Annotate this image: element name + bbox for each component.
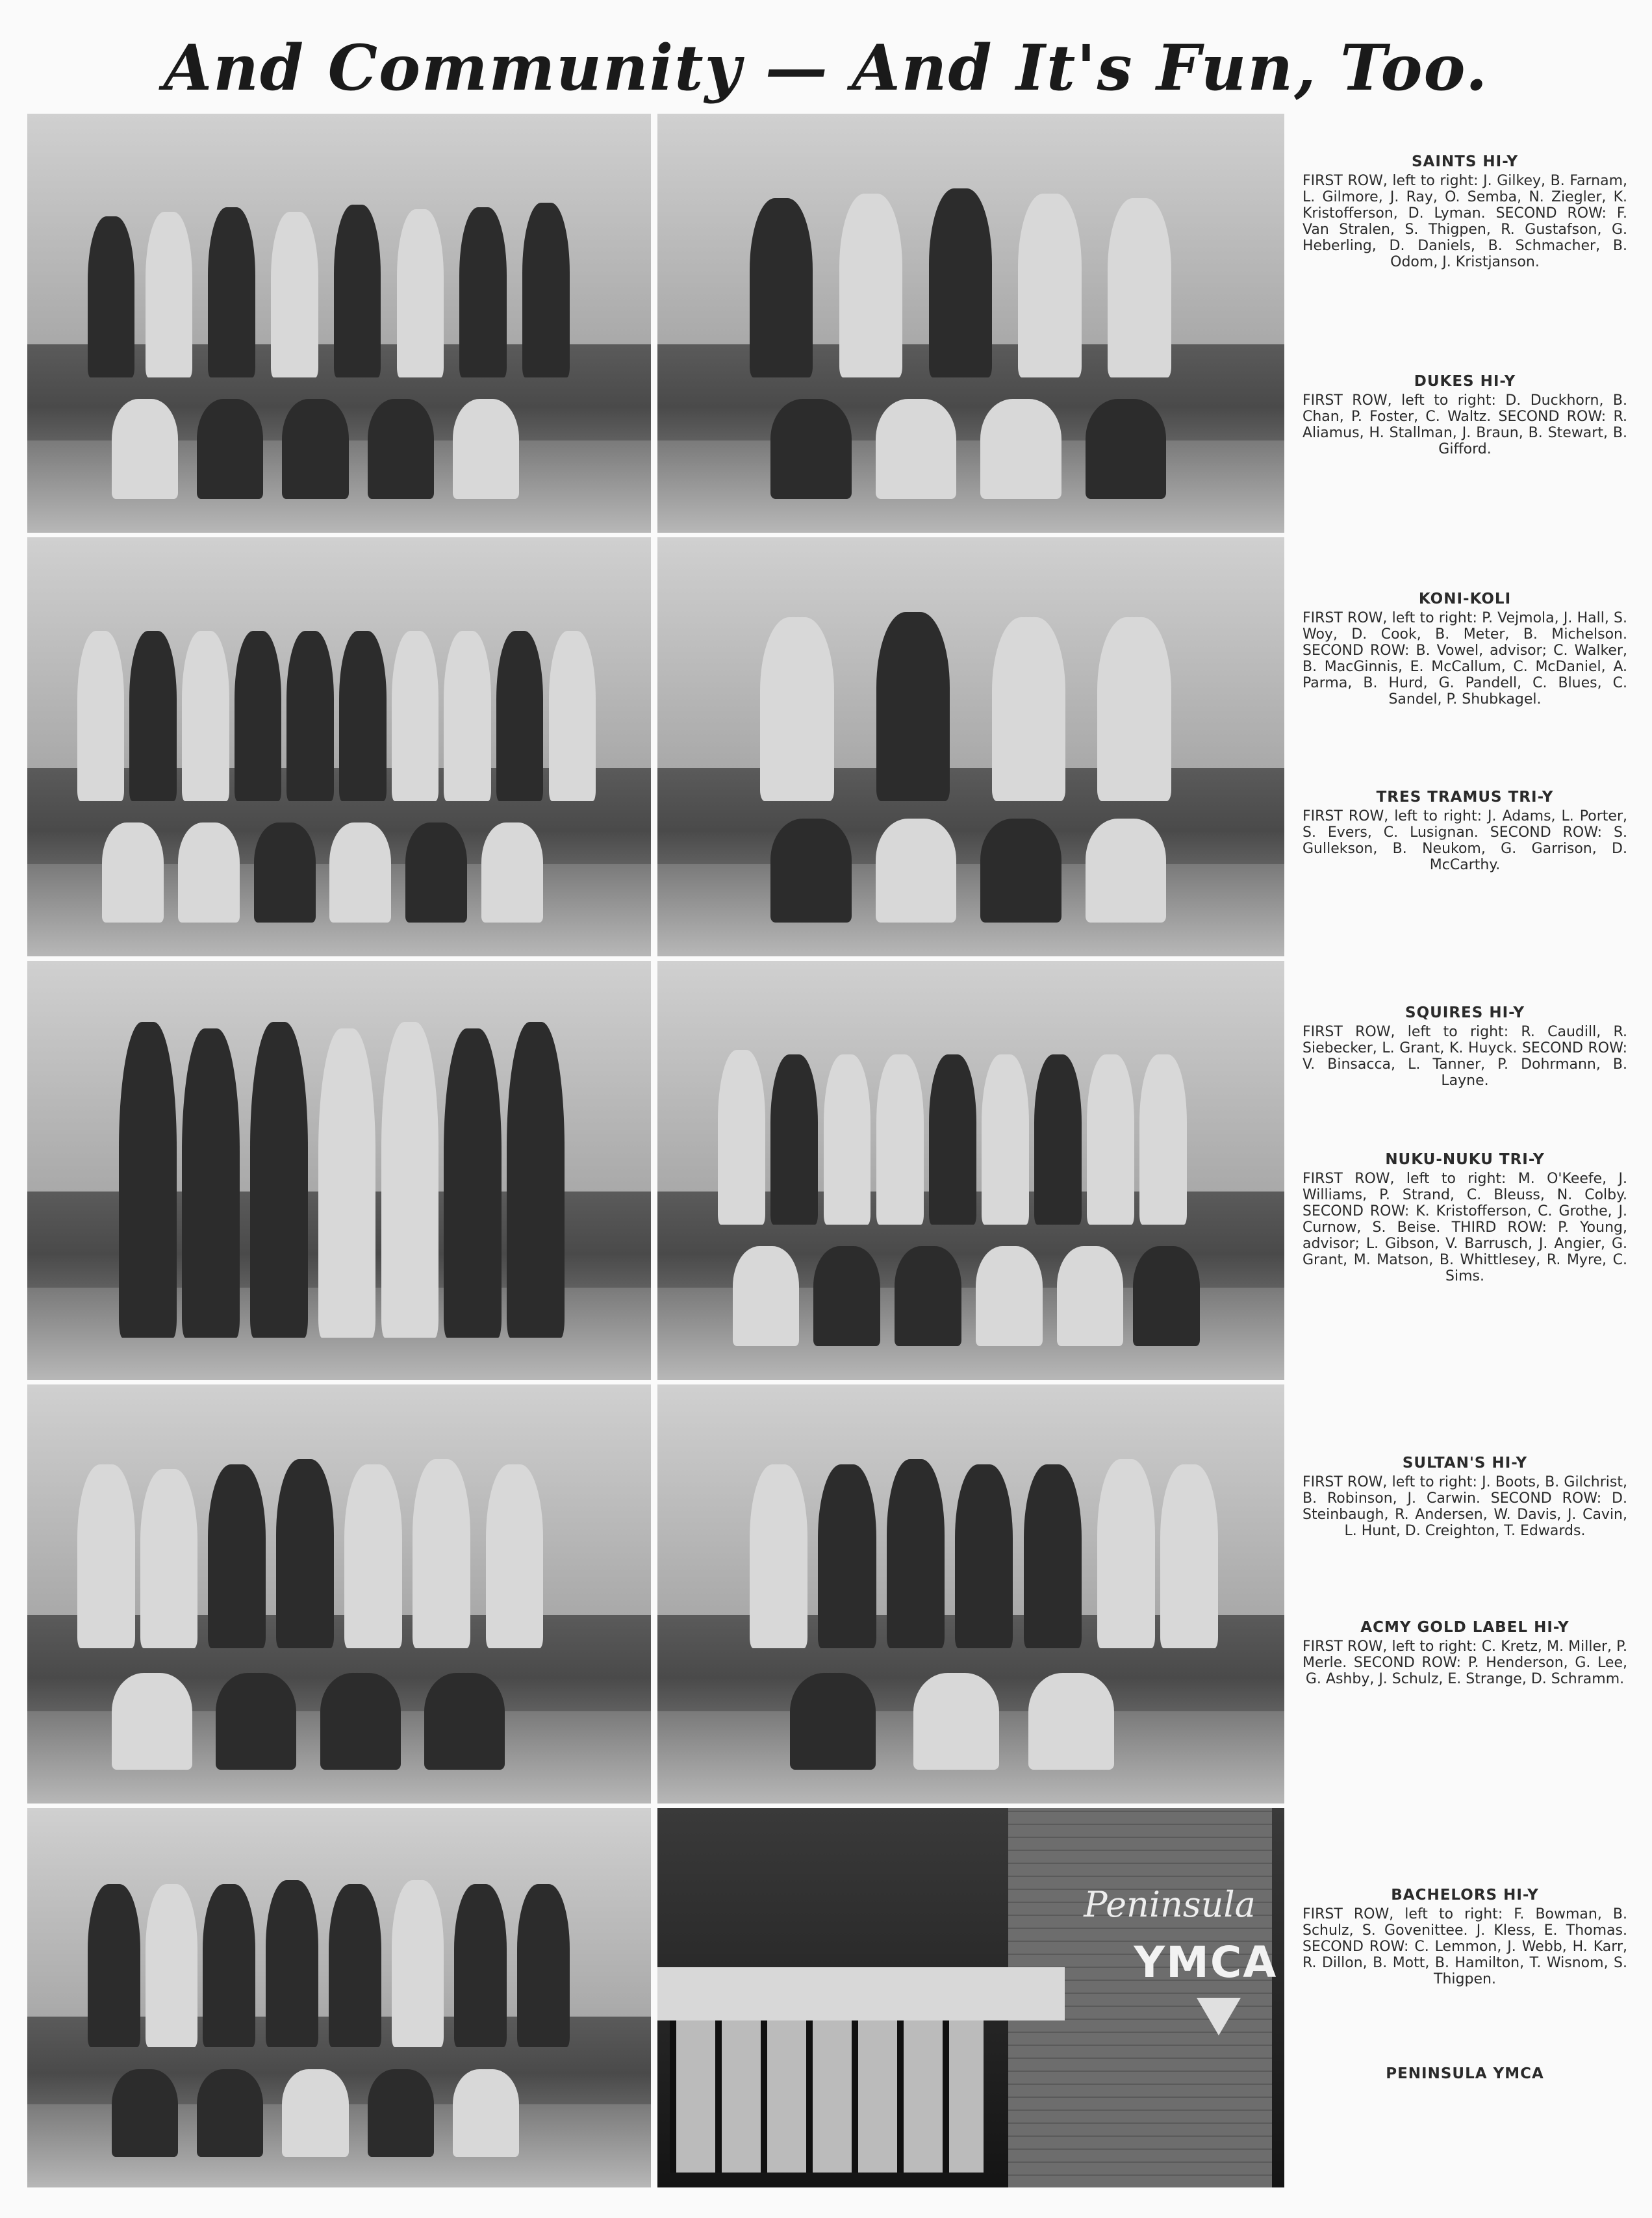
- captions-column: [1303, 114, 1627, 2193]
- caption-nuku-nuku-tri-y: [1303, 1152, 1627, 1284]
- caption-peninsula-ymca: [1303, 2066, 1627, 2085]
- ymca-triangle-icon: [1197, 1998, 1241, 2035]
- caption-koni-koli: [1303, 591, 1627, 707]
- caption-text: FIRST ROW, left to right: D. Duckhorn, B. Chan, P. Foster, C. Waltz. SECOND ROW: R. Aliamus, H. Stallman, J. Braun, B. Stewart, B. Gifford.: [1303, 392, 1627, 457]
- photo-nuku-nuku-tri-y: [657, 961, 1284, 1380]
- photo-grid: [27, 114, 1284, 2187]
- caption-text: FIRST ROW, left to right: C. Kretz, M. Miller, P. Merle. SECOND ROW: P. Henderson, G. Lee, G. Ashby, J. Schulz, E. Strange, D. Schramm.: [1303, 1638, 1627, 1687]
- photo-acmy-gold-label-hi-y: [657, 1384, 1284, 1804]
- caption-text: FIRST ROW, left to right: F. Bowman, B. Schulz, S. Govenittee. J. Kless, E. Thomas. SECOND ROW: C. Lemmon, J. Webb, H. Karr, R. Dillon, B. Mott, B. Hamilton, T. Wisnom, S. Thigpen.: [1303, 1906, 1627, 1987]
- caption-saints-hi-y: [1303, 154, 1627, 270]
- photo-peninsula-ymca-building: [657, 1808, 1284, 2187]
- caption-bachelors-hi-y: [1303, 1887, 1627, 1987]
- caption-title: DUKES HI-Y: [1414, 373, 1516, 390]
- caption-acmy-gold-label-hi-y: [1303, 1620, 1627, 1687]
- caption-tres-tramus-tri-y: [1303, 789, 1627, 873]
- caption-title: ACMY GOLD LABEL HI-Y: [1360, 1619, 1569, 1636]
- caption-title: SULTAN'S HI-Y: [1402, 1455, 1528, 1472]
- caption-dukes-hi-y: [1303, 374, 1627, 457]
- caption-text: FIRST ROW, left to right: J. Gilkey, B. Farnam, L. Gilmore, J. Ray, O. Semba, N. Ziegler, K. Kristofferson, D. Lyman. SECOND ROW: F. Van Stralen, S. Thigpen, R. Gustafson, G. Heberling, D. Daniels, B. Schmacher, B. Odom, J. Kristjanson.: [1303, 173, 1627, 270]
- caption-title: SQUIRES HI-Y: [1405, 1004, 1525, 1021]
- caption-title: KONI-KOLI: [1418, 591, 1512, 607]
- photo-sultans-hi-y: [27, 1384, 651, 1804]
- photo-koni-koli: [27, 537, 651, 956]
- photo-squires-hi-y: [27, 961, 651, 1380]
- caption-text: FIRST ROW, left to right: M. O'Keefe, J. Williams, P. Strand, C. Bleuss, N. Colby. SECOND ROW: K. Kristofferson, C. Grothe, J. Curnow, S. Beise. THIRD ROW: P. Young, advisor; L. Gibson, V. Barrusch, J. Angier, G. Grant, M. Matson, B. Whittlesey, R. Myre, C. Sims.: [1303, 1171, 1627, 1284]
- caption-text: FIRST ROW, left to right: J. Boots, B. Gilchrist, B. Robinson, J. Carwin. SECOND ROW: D. Steinbaugh, R. Andersen, W. Davis, J. Cavin, L. Hunt, D. Creighton, T. Edwards.: [1303, 1474, 1627, 1539]
- photo-dukes-hi-y: [657, 114, 1284, 533]
- caption-sultans-hi-y: [1303, 1455, 1627, 1539]
- ymca-sign-main: YMCA: [1134, 1937, 1278, 1987]
- caption-text: FIRST ROW, left to right: P. Vejmola, J. Hall, S. Woy, D. Cook, B. Meter, B. Michelson. SECOND ROW: B. Vowel, advisor; C. Walker, B. MacGinnis, E. McCallum, C. McDaniel, A. Parma, B. Hurd, G. Pandell, C. Blues, C. Sandel, P. Shubkagel.: [1303, 610, 1627, 707]
- caption-text: FIRST ROW, left to right: R. Caudill, R. Siebecker, L. Grant, K. Huyck. SECOND ROW: V. Binsacca, L. Tanner, P. Dohrmann, B. Layne.: [1303, 1024, 1627, 1089]
- photo-saints-hi-y: [27, 114, 651, 533]
- page-headline: And Community — And It's Fun, Too.: [163, 31, 1489, 105]
- photo-tres-tramus-tri-y: [657, 537, 1284, 956]
- caption-text: FIRST ROW, left to right: J. Adams, L. Porter, S. Evers, C. Lusignan. SECOND ROW: S. Gullekson, B. Neukom, G. Garrison, D. McCarthy.: [1303, 808, 1627, 873]
- caption-squires-hi-y: [1303, 1005, 1627, 1089]
- caption-title: BACHELORS HI-Y: [1391, 1887, 1539, 1904]
- caption-title: NUKU-NUKU TRI-Y: [1385, 1151, 1545, 1168]
- caption-title: TRES TRAMUS TRI-Y: [1376, 789, 1554, 806]
- photo-bachelors-hi-y: [27, 1808, 651, 2187]
- ymca-sign-script: Peninsula: [1084, 1883, 1256, 1925]
- caption-title: SAINTS HI-Y: [1411, 153, 1519, 170]
- caption-title: PENINSULA YMCA: [1386, 2065, 1544, 2082]
